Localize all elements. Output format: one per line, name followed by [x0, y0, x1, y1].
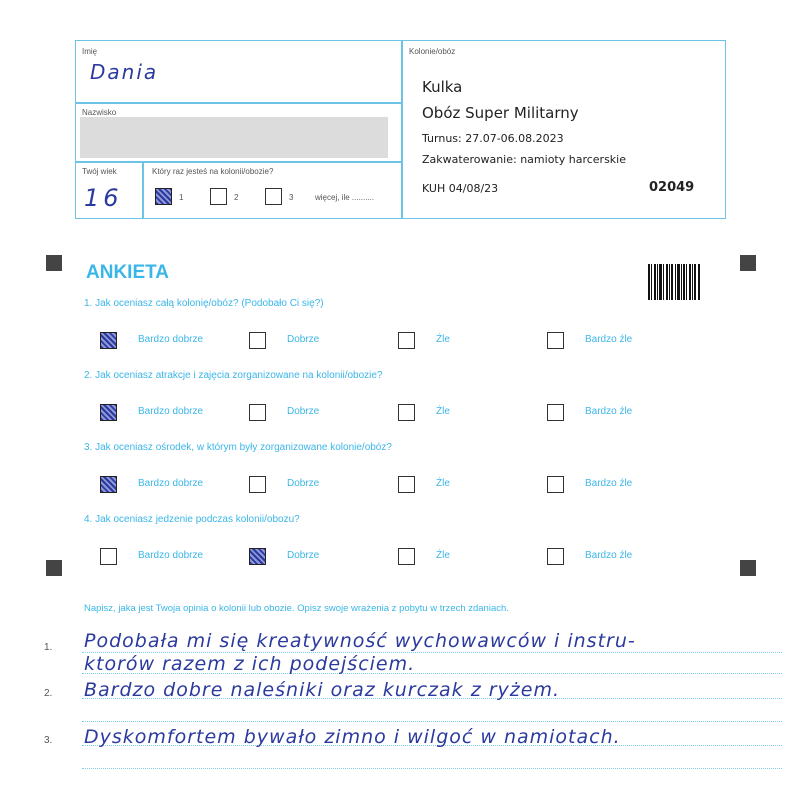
header-rule [75, 161, 402, 163]
q3-checkbox-bardzo-zle[interactable] [547, 476, 564, 493]
name-value: Dania [90, 60, 159, 84]
writing-line [82, 721, 782, 722]
line-number: 1. [44, 642, 53, 653]
q2-checkbox-bardzo-zle[interactable] [547, 404, 564, 421]
opinion-line-1[interactable]: Podobała mi się kreatywność wychowawców i instru- [84, 630, 636, 652]
option-label: Źle [436, 478, 450, 489]
option-label: Źle [436, 550, 450, 561]
registration-marker [46, 255, 62, 271]
option-label: Bardzo dobrze [138, 478, 204, 489]
opinion-line-3[interactable]: Dyskomfortem bywało zimno i wilgoć w namiotach. [84, 726, 621, 748]
times-checkbox-2[interactable] [210, 188, 227, 205]
barcode [648, 264, 700, 300]
option-label: Bardzo dobrze [138, 334, 204, 345]
q1-checkbox-dobrze[interactable] [249, 332, 266, 349]
surname-redaction [80, 117, 388, 158]
q3-checkbox-zle[interactable] [398, 476, 415, 493]
option-label: Bardzo źle [585, 478, 633, 489]
option-label: Bardzo źle [585, 334, 633, 345]
times-checkbox-3[interactable] [265, 188, 282, 205]
registration-marker [740, 255, 756, 271]
question-text: 3. Jak oceniasz ośrodek, w którym były zorganizowane kolonie/obóz? [84, 442, 392, 453]
camp-code: KUH 04/08/23 [422, 182, 499, 195]
camp-name-1: Kulka [422, 78, 463, 96]
survey-title: ANKIETA [86, 262, 170, 283]
option-label: Dobrze [287, 478, 320, 489]
option-label: Źle [436, 334, 450, 345]
question-text: 1. Jak oceniasz całą kolonię/obóz? (Podobało Ci się?) [84, 298, 324, 309]
registration-marker [46, 560, 62, 576]
turnus: Turnus: 27.07-06.08.2023 [422, 132, 564, 145]
line-number: 3. [44, 735, 53, 746]
camp-label: Kolonie/obóz [409, 47, 456, 56]
surname-label: Nazwisko [82, 108, 117, 117]
q2-checkbox-bardzo-dobrze[interactable] [100, 404, 117, 421]
option-label: Dobrze [287, 406, 320, 417]
question-text: 2. Jak oceniasz atrakcje i zajęcia zorganizowane na kolonii/obozie? [84, 370, 383, 381]
times-option-1: 1 [179, 193, 184, 202]
times-option-2: 2 [234, 193, 239, 202]
age-value: 16 [84, 184, 123, 212]
times-label: Który raz jesteś na kolonii/obozie? [152, 167, 274, 176]
age-label: Twój wiek [82, 167, 117, 176]
q3-checkbox-bardzo-dobrze[interactable] [100, 476, 117, 493]
accommodation: Zakwaterowanie: namioty harcerskie [422, 153, 626, 166]
q4-checkbox-zle[interactable] [398, 548, 415, 565]
times-checkbox-1[interactable] [155, 188, 172, 205]
q2-checkbox-dobrze[interactable] [249, 404, 266, 421]
q3-checkbox-dobrze[interactable] [249, 476, 266, 493]
option-label: Dobrze [287, 550, 320, 561]
opinion-prompt: Napisz, jaka jest Twoja opinia o kolonii lub obozie. Opisz swoje wrażenia z pobytu w trzech zdaniach. [84, 603, 509, 614]
header-rule [75, 102, 402, 104]
form-number: 02049 [649, 180, 695, 195]
header-divider [142, 161, 144, 219]
q1-checkbox-zle[interactable] [398, 332, 415, 349]
opinion-line-1-cont[interactable]: ktorów razem z ich podejściem. [84, 653, 416, 675]
q2-checkbox-zle[interactable] [398, 404, 415, 421]
q4-checkbox-bardzo-zle[interactable] [547, 548, 564, 565]
option-label: Bardzo źle [585, 406, 633, 417]
writing-line [82, 768, 782, 769]
q4-checkbox-dobrze[interactable] [249, 548, 266, 565]
q4-checkbox-bardzo-dobrze[interactable] [100, 548, 117, 565]
option-label: Bardzo dobrze [138, 550, 204, 561]
name-label: Imię [82, 47, 98, 56]
header-divider [401, 40, 403, 219]
opinion-line-2[interactable]: Bardzo dobre naleśniki oraz kurczak z ryżem. [84, 679, 560, 701]
times-more-label: więcej, ile .......... [315, 193, 375, 202]
camp-name-2: Obóz Super Militarny [422, 104, 579, 122]
question-text: 4. Jak oceniasz jedzenie podczas kolonii/obozu? [84, 514, 300, 525]
option-label: Bardzo źle [585, 550, 633, 561]
q1-checkbox-bardzo-zle[interactable] [547, 332, 564, 349]
q1-checkbox-bardzo-dobrze[interactable] [100, 332, 117, 349]
option-label: Bardzo dobrze [138, 406, 204, 417]
line-number: 2. [44, 688, 53, 699]
option-label: Dobrze [287, 334, 320, 345]
registration-marker [740, 560, 756, 576]
times-option-3: 3 [289, 193, 294, 202]
option-label: Źle [436, 406, 450, 417]
